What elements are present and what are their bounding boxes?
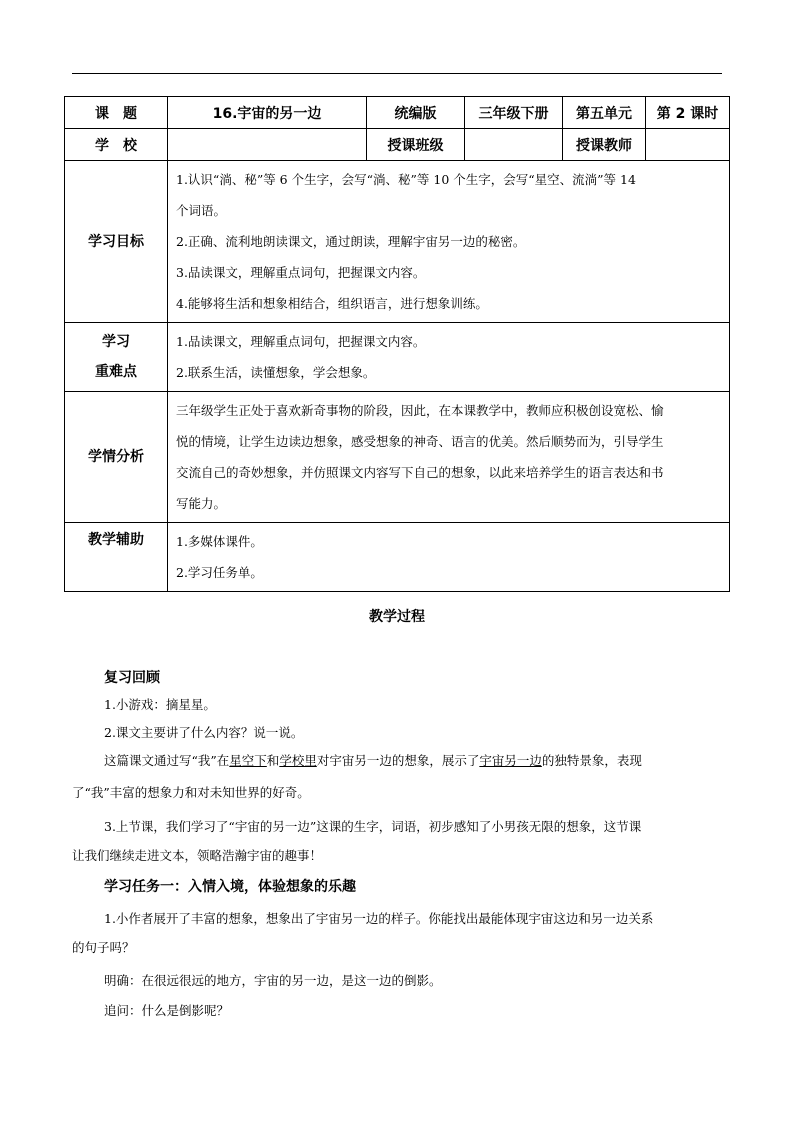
goal-line: 3.品读课文，理解重点词句，把握课文内容。 bbox=[176, 265, 426, 280]
review-item: 2.课文主要讲了什么内容？说一说。 bbox=[104, 725, 304, 740]
header-rule bbox=[72, 73, 722, 74]
teacher-label: 授课教师 bbox=[563, 129, 646, 161]
review-heading: 复习回顾 bbox=[104, 670, 160, 686]
table-row bbox=[65, 97, 730, 129]
difficulty-line: 1.品读课文，理解重点词句，把握课文内容。 bbox=[176, 334, 426, 349]
task1-heading: 学习任务一：入情入境，体验想象的乐趣 bbox=[104, 879, 356, 895]
review-item-cont: 让我们继续走进文本，领略浩瀚宇宙的趣事！ bbox=[72, 848, 323, 863]
task1-question: 1.小作者展开了丰富的想象，想象出了宇宙另一边的样子。你能找出最能体现宇宙这边和另一边关系 bbox=[104, 911, 654, 926]
task1-question-cont: 的句子吗？ bbox=[72, 940, 135, 955]
table-row bbox=[65, 129, 730, 161]
grade: 三年级下册 bbox=[465, 97, 563, 129]
analysis-line: 交流自己的奇妙想象，并仿照课文内容写下自己的想象，以此来培养学生的语言表达和书 bbox=[176, 465, 664, 480]
edition: 统编版 bbox=[367, 97, 465, 129]
review-item: 1.小游戏：摘星星。 bbox=[104, 697, 216, 712]
goals-content bbox=[168, 161, 730, 323]
analysis-line: 三年级学生正处于喜欢新奇事物的阶段，因此，在本课教学中，教师应积极创设宽松、愉 bbox=[176, 403, 664, 418]
process-title: 教学过程 bbox=[369, 609, 425, 625]
difficulty-line: 2.联系生活，读懂想象，学会想象。 bbox=[176, 365, 376, 380]
class-label: 授课班级 bbox=[367, 129, 465, 161]
table-row bbox=[65, 161, 730, 323]
aid-line: 2.学习任务单。 bbox=[176, 565, 263, 580]
analysis-line: 悦的情境，让学生边读边想象，感受想象的神奇、语言的优美。然后顺势而为，引导学生 bbox=[176, 434, 664, 449]
goal-line: 1.认识“淌、秘”等 6 个生字，会写“淌、秘”等 10 个生字，会写“星空、流淌”等 14 bbox=[176, 172, 636, 187]
summary-text: 这篇课文通过写“我”在 bbox=[104, 753, 230, 768]
period: 第 2 课时 bbox=[646, 97, 730, 129]
summary-underline: 学校里 bbox=[279, 753, 317, 768]
review-summary-line2: 了“我”丰富的想象力和对未知世界的好奇。 bbox=[72, 785, 310, 800]
aids-label: 教学辅助 bbox=[65, 523, 168, 592]
summary-text: 对宇宙另一边的想象，展示了 bbox=[316, 753, 480, 768]
summary-text: 和 bbox=[266, 753, 280, 768]
lesson-label: 课 题 bbox=[65, 97, 168, 129]
difficulties-label-line2: 重难点 bbox=[95, 364, 137, 380]
school-value[interactable] bbox=[168, 129, 367, 161]
analysis-content bbox=[168, 392, 730, 523]
table-row bbox=[65, 523, 730, 592]
task1-answer: 明确：在很远很远的地方，宇宙的另一边，是这一边的倒影。 bbox=[104, 973, 442, 988]
table-row bbox=[65, 323, 730, 392]
lesson-info-table bbox=[64, 96, 730, 592]
summary-underline: 宇宙另一边 bbox=[479, 753, 542, 768]
summary-text: 的独特景象，表现 bbox=[541, 753, 642, 768]
goal-line: 2.正确、流利地朗读课文，通过朗读，理解宇宙另一边的秘密。 bbox=[176, 234, 526, 249]
difficulties-content bbox=[168, 323, 730, 392]
aid-line: 1.多媒体课件。 bbox=[176, 534, 263, 549]
difficulties-label-line1: 学习 bbox=[102, 334, 130, 350]
summary-underline: 星空下 bbox=[229, 753, 267, 768]
analysis-line: 写能力。 bbox=[176, 496, 227, 511]
analysis-label: 学情分析 bbox=[65, 392, 168, 523]
aids-content bbox=[168, 523, 730, 592]
review-summary-line1 bbox=[104, 752, 642, 769]
unit: 第五单元 bbox=[563, 97, 646, 129]
goal-line: 个词语。 bbox=[176, 203, 227, 218]
school-label: 学 校 bbox=[65, 129, 168, 161]
lesson-title: 16.宇宙的另一边 bbox=[168, 97, 367, 129]
difficulties-label bbox=[65, 323, 168, 392]
goal-line: 4.能够将生活和想象相结合，组织语言，进行想象训练。 bbox=[176, 296, 488, 311]
class-value[interactable] bbox=[465, 129, 563, 161]
task1-followup: 追问：什么是倒影呢？ bbox=[104, 1003, 230, 1018]
goals-label: 学习目标 bbox=[65, 161, 168, 323]
review-item: 3.上节课，我们学习了“宇宙的另一边”这课的生字，词语，初步感知了小男孩无限的想象，这节课 bbox=[104, 819, 642, 834]
table-row bbox=[65, 392, 730, 523]
teacher-value[interactable] bbox=[646, 129, 730, 161]
